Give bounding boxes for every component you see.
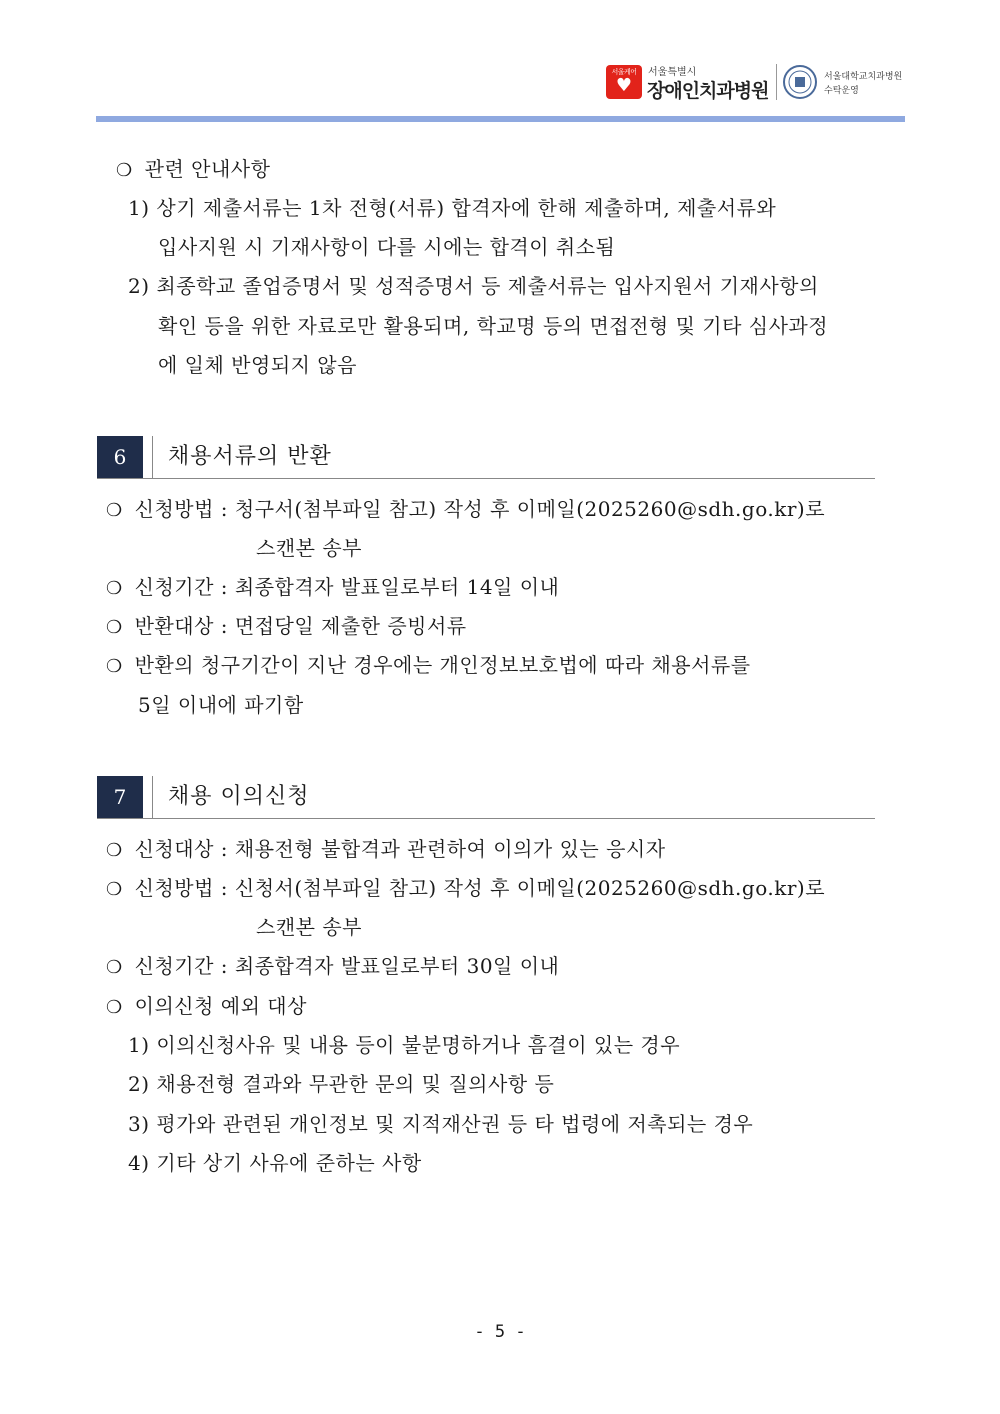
list-item [106, 994, 307, 1020]
notice-item: 에 일체 반영되지 않음 [158, 353, 357, 377]
list-item [106, 837, 666, 863]
section-title: 채용 이의신청 [168, 784, 310, 809]
section-divider [152, 436, 153, 478]
notice-heading [116, 157, 270, 183]
university-seal-icon [782, 64, 818, 100]
sub-item: 1) 이의신청사유 및 내용 등이 불분명하거나 흠결이 있는 경우 [128, 1033, 681, 1057]
circle-bullet-icon: ❍ [106, 656, 123, 677]
list-item-text: 신청대상 : 채용전형 불합격과 관련하여 이의가 있는 응시자 [134, 837, 666, 861]
section-divider [152, 776, 153, 818]
section-underline [97, 478, 875, 479]
circle-bullet-icon: ❍ [106, 957, 123, 978]
circle-bullet-icon: ❍ [106, 997, 123, 1018]
circle-bullet-icon: ❍ [106, 617, 123, 638]
notice-heading-text: 관련 안내사항 [144, 157, 271, 181]
list-item [106, 614, 467, 640]
list-item [106, 954, 559, 980]
circle-bullet-icon: ❍ [106, 578, 123, 599]
circle-bullet-icon: ❍ [106, 879, 123, 900]
header-accent-bar [96, 116, 905, 122]
sub-item: 2) 채용전형 결과와 무관한 문의 및 질의사항 등 [128, 1072, 555, 1096]
badge-text: 서울케어 [611, 68, 637, 76]
partner-line1: 서울대학교치과병원 [824, 72, 903, 82]
sub-item: 4) 기타 상기 사유에 준하는 사항 [128, 1151, 422, 1175]
notice-item: 입사지원 시 기재사항이 다를 시에는 합격이 취소됨 [158, 235, 616, 259]
heart-icon: ♥ [615, 75, 633, 96]
seoul-care-logo [606, 65, 642, 99]
hospital-name: 장애인치과병원 [647, 80, 769, 102]
page-header [600, 58, 910, 108]
list-item-text: 신청방법 : 신청서(첨부파일 참고) 작성 후 이메일(2025260@sdh.go.kr)로 [134, 876, 826, 900]
circle-bullet-icon: ❍ [106, 840, 123, 861]
list-item-text: 신청기간 : 최종합격자 발표일로부터 14일 이내 [134, 575, 560, 599]
list-item-continuation: 스캔본 송부 [256, 915, 362, 939]
circle-bullet-icon: ❍ [116, 160, 133, 181]
partner-text [824, 70, 902, 98]
section-title: 채용서류의 반환 [168, 444, 332, 469]
list-item-continuation: 스캔본 송부 [256, 536, 362, 560]
list-item-text: 이의신청 예외 대상 [134, 994, 307, 1018]
partner-line2: 수탁운영 [824, 86, 859, 96]
list-item [106, 497, 825, 523]
list-item [106, 575, 559, 601]
section-number: 7 [97, 776, 143, 818]
list-item-text: 신청방법 : 청구서(첨부파일 참고) 작성 후 이메일(2025260@sdh.go.kr)로 [134, 497, 826, 521]
header-divider [776, 64, 777, 100]
list-item-text: 반환의 청구기간이 지난 경우에는 개인정보보호법에 따라 채용서류를 [134, 653, 751, 677]
circle-bullet-icon: ❍ [106, 500, 123, 521]
list-item-text: 신청기간 : 최종합격자 발표일로부터 30일 이내 [134, 954, 560, 978]
sub-item: 3) 평가와 관련된 개인정보 및 지적재산권 등 타 법령에 저촉되는 경우 [128, 1112, 754, 1136]
page-number: - 5 - [474, 1322, 526, 1342]
section-underline [97, 818, 875, 819]
hospital-sub: 서울특별시 [648, 67, 697, 78]
section-number: 6 [97, 436, 143, 478]
notice-item: 2) 최종학교 졸업증명서 및 성적증명서 등 제출서류는 입사지원서 기재사항의 [128, 274, 819, 298]
list-item-continuation: 5일 이내에 파기함 [138, 693, 304, 717]
list-item [106, 876, 825, 902]
notice-item: 확인 등을 위한 자료로만 활용되며, 학교명 등의 면접전형 및 기타 심사과정 [158, 314, 829, 338]
notice-item: 1) 상기 제출서류는 1차 전형(서류) 합격자에 한해 제출하며, 제출서류와 [128, 196, 777, 220]
list-item-text: 반환대상 : 면접당일 제출한 증빙서류 [134, 614, 467, 638]
list-item [106, 653, 751, 679]
